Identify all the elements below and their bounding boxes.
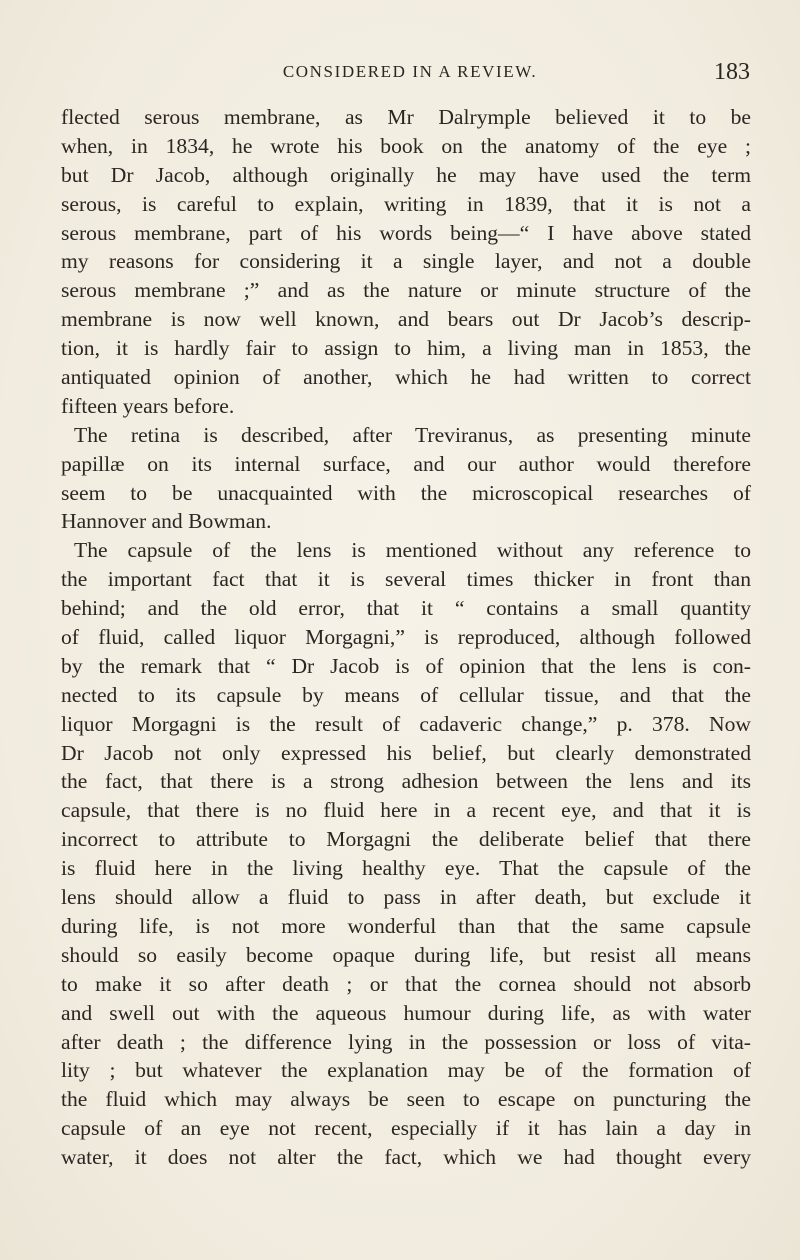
text-line: is fluid here in the living healthy eye. That the capsule of the (61, 856, 751, 881)
text-line: by the remark that “ Dr Jacob is of opinion that the lens is con- (61, 653, 751, 678)
text-line: but Dr Jacob, although originally he may have used the term (61, 162, 751, 187)
paragraph-start-retina: The retina is described, after Treviranus, as presenting minute (74, 422, 751, 447)
text-line: membrane is now well known, and bears out Dr Jacob’s descrip- (61, 307, 751, 332)
text-line: liquor Morgagni is the result of cadaveric change,” p. 378. Now (61, 711, 751, 736)
running-head (60, 59, 760, 92)
text-line: antiquated opinion of another, which he had written to correct (61, 365, 751, 390)
text-line: the important fact that it is several times thicker in front than (61, 567, 751, 592)
text-line: papillæ on its internal surface, and our author would therefore (61, 451, 751, 476)
text-line: capsule of an eye not recent, especially if it has lain a day in (61, 1116, 751, 1141)
text-line: nected to its capsule by means of cellular tissue, and that the (61, 682, 751, 707)
text-line: serous, is careful to explain, writing in 1839, that it is not a (61, 191, 751, 216)
text-line: fifteen years before. (61, 393, 235, 418)
text-line: serous membrane, part of his words being—“ I have above stated (61, 220, 751, 245)
text-line: water, it does not alter the fact, which we had thought every (61, 1145, 751, 1170)
text-line: tion, it is hardly fair to assign to him, a living man in 1853, the (61, 336, 751, 361)
text-line: during life, is not more wonderful than that the same capsule (61, 913, 751, 938)
text-line: the fact, that there is a strong adhesion between the lens and its (61, 769, 751, 794)
text-line: seem to be unacquainted with the microscopical researches of (61, 480, 751, 505)
text-line: when, in 1834, he wrote his book on the anatomy of the eye ; (61, 133, 751, 158)
text-line: lens should allow a fluid to pass in after death, but exclude it (61, 885, 751, 910)
text-line: the fluid which may always be seen to escape on puncturing the (61, 1087, 751, 1112)
text-line: after death ; the difference lying in the possession or loss of vita- (61, 1029, 751, 1054)
text-line: to make it so after death ; or that the cornea should not absorb (61, 971, 751, 996)
text-line: my reasons for considering it a single layer, and not a double (61, 249, 751, 274)
running-title: CONSIDERED IN A REVIEW. (282, 62, 538, 81)
text-line: capsule, that there is no fluid here in a recent eye, and that it is (61, 798, 751, 823)
text-line: and swell out with the aqueous humour during life, as with water (61, 1000, 751, 1025)
text-line: flected serous membrane, as Mr Dalrymple believed it to be (61, 105, 751, 129)
text-line: incorrect to attribute to Morgagni the deliberate belief that there (61, 827, 751, 852)
text-line: Dr Jacob not only expressed his belief, but clearly demonstrated (61, 740, 751, 765)
text-line: serous membrane ;” and as the nature or minute structure of the (61, 278, 751, 303)
page-number: 183 (714, 59, 750, 85)
text-line: should so easily become opaque during life, but resist all means (61, 942, 751, 967)
paragraph-start-capsule: The capsule of the lens is mentioned without any reference to (74, 538, 751, 563)
text-line: Hannover and Bowman. (61, 509, 272, 534)
text-line: lity ; but whatever the explanation may be of the formation of (61, 1058, 751, 1083)
text-line: of fluid, called liquor Morgagni,” is reproduced, although followed (61, 625, 751, 650)
body-text (61, 103, 751, 1172)
text-line: behind; and the old error, that it “ contains a small quantity (61, 596, 751, 621)
